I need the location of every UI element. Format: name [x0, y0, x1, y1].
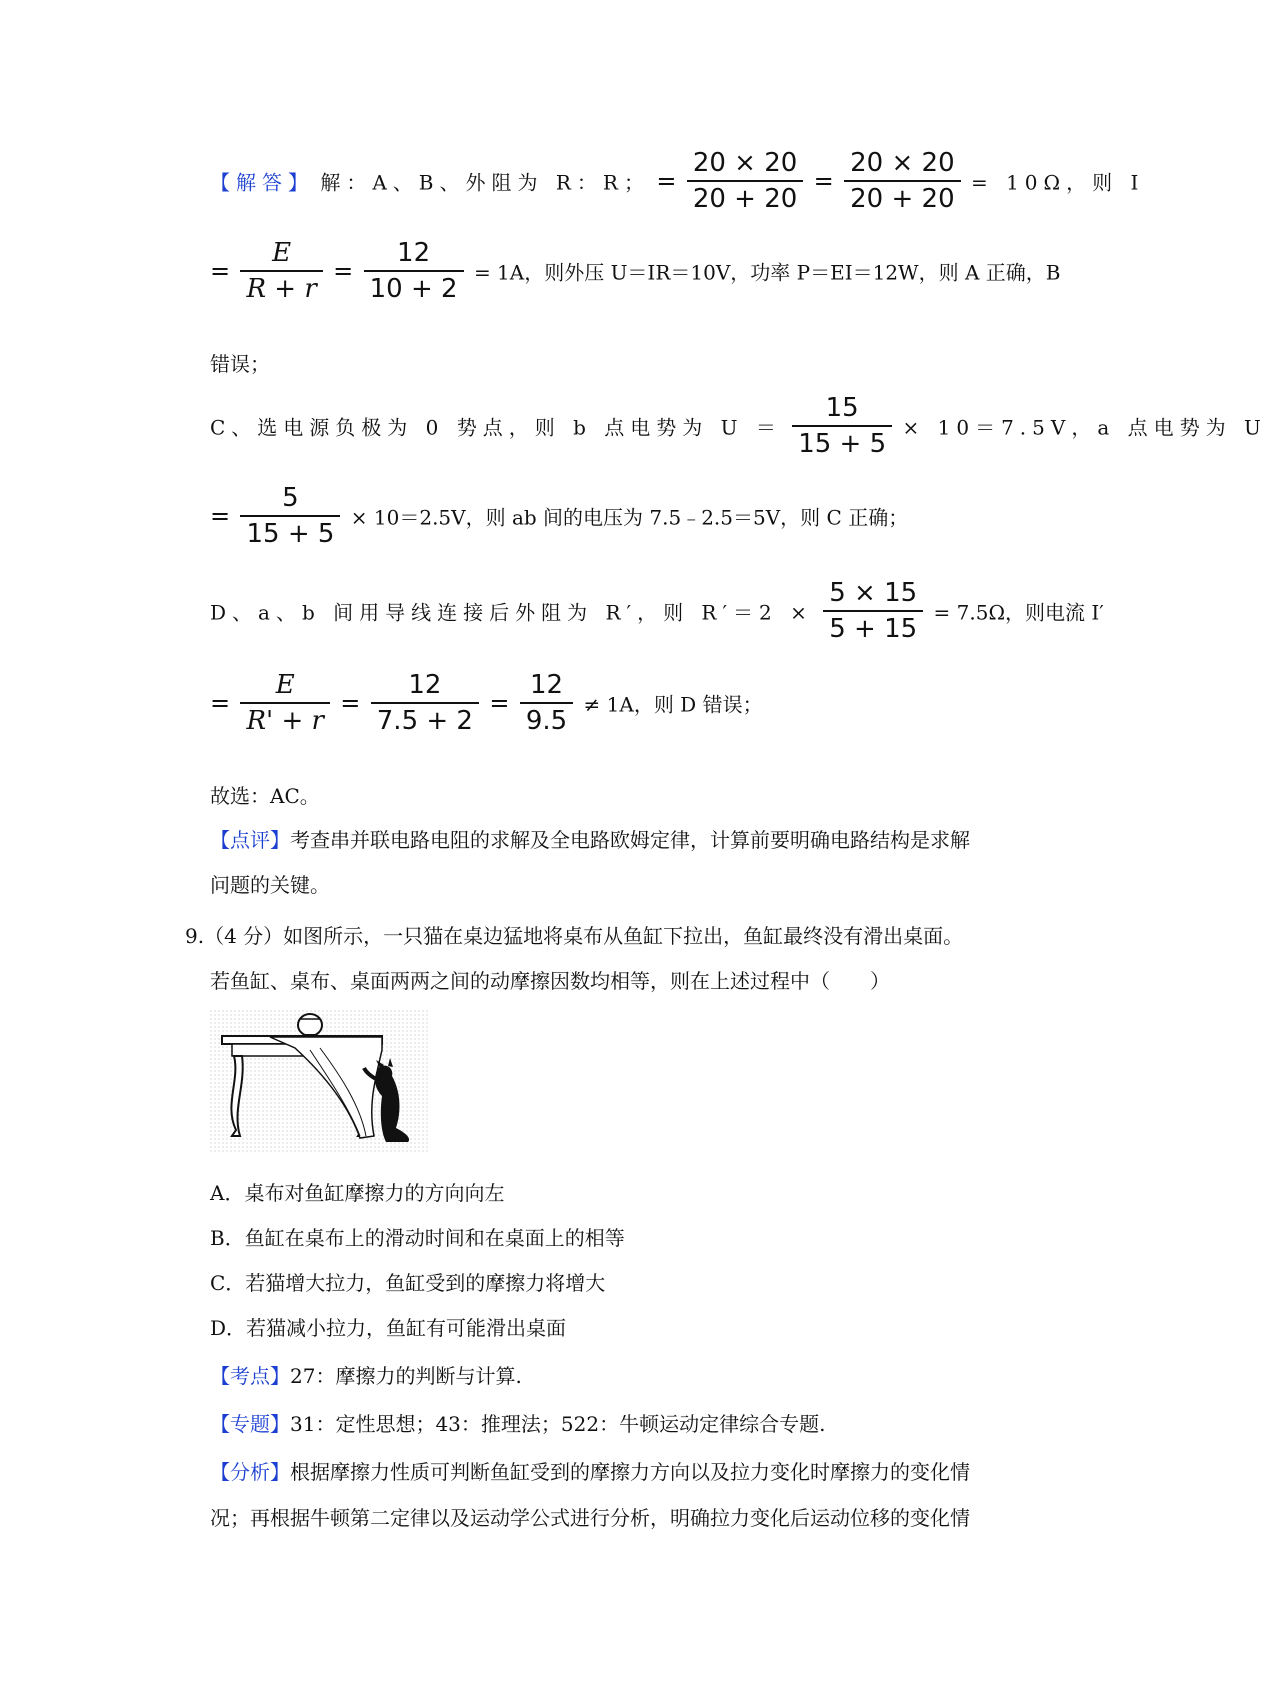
answer-text: = 1A，则外压 U＝IR＝10V，功率 P＝EI＝12W，则 A 正确，B	[473, 260, 1061, 285]
answer-line-5: = $\frac{5}{15 + 5}$ × 10＝2.5V，则 ab 间的电压为 7.5﹣2.5＝5V，则 C 正确；	[210, 483, 909, 549]
zhuanti-tag: 【专题】	[210, 1412, 290, 1436]
option-c: C．若猫增大拉力，鱼缸受到的摩擦力将增大	[210, 1271, 606, 1295]
answer-choice: 故选：AC。	[210, 784, 320, 808]
fenxi-tag: 【分析】	[210, 1460, 290, 1484]
answer-text: = 10Ω，则 I	[970, 170, 1145, 195]
comment-line-1	[210, 824, 970, 853]
answer-line-2: = $\frac{E}{R + r}$ = $\frac{12}{10 + 2}$ = 1A，则外压 U＝IR＝10V，功率 P＝EI＝12W，则 A 正确，B	[210, 238, 1061, 304]
fraction: $\frac{5}{15 + 5}$	[240, 483, 340, 549]
fraction: $\frac{5 \times 15}{5 + 15}$	[823, 578, 923, 644]
answer-text: × 10＝2.5V，则 ab 间的电压为 7.5﹣2.5＝5V，则 C 正确；	[350, 505, 909, 530]
answer-text: ≠ 1A，则 D 错误；	[583, 692, 763, 717]
option-a: A．桌布对鱼缸摩擦力的方向向左	[210, 1181, 505, 1205]
fenxi-line-1	[210, 1456, 970, 1485]
cat-tablecloth-figure	[210, 1010, 428, 1152]
answer-text: × 10＝7.5V，a 点电势为 U	[902, 415, 1267, 440]
fraction: $\frac{E}{R + r}$	[240, 238, 322, 304]
question-line-2: 若鱼缸、桌布、桌面两两之间的动摩擦因数均相等，则在上述过程中（ ）	[210, 969, 890, 993]
comment-line-2: 问题的关键。	[210, 873, 330, 897]
question-number: 9.	[185, 924, 205, 948]
fraction: $\frac{E}{R' + r}$	[240, 670, 329, 736]
fraction: $\frac{12}{7.5 + 2}$	[371, 670, 479, 736]
answer-tag: 【解答】	[210, 170, 314, 195]
fraction: $\frac{20 \times 20}{20 + 20}$	[844, 148, 960, 214]
question-line-1	[185, 920, 963, 949]
answer-line-6	[210, 578, 1104, 644]
fraction: $\frac{12}{9.5}$	[520, 670, 573, 736]
answer-text: 错误；	[210, 352, 270, 376]
kaodian-line	[210, 1360, 522, 1389]
fenxi-text: 根据摩擦力性质可判断鱼缸受到的摩擦力方向以及拉力变化时摩擦力的变化情	[290, 1460, 970, 1484]
question-text: （4 分）如图所示，一只猫在桌边猛地将桌布从鱼缸下拉出，鱼缸最终没有滑出桌面。	[204, 924, 964, 948]
answer-text: 解：A、B、外阻为 R：R；	[320, 170, 650, 195]
answer-line-7: = $\frac{E}{R' + r}$ = $\frac{12}{7.5 + 2}$ = $\frac{12}{9.5}$ ≠ 1A，则 D 错误；	[210, 670, 763, 736]
answer-text: C、选电源负极为 0 势点，则 b 点电势为 U ＝	[210, 415, 782, 440]
zhuanti-line	[210, 1408, 825, 1437]
kaodian-text: 27：摩擦力的判断与计算.	[290, 1364, 522, 1388]
answer-line-1: 【解答】 解：A、B、外阻为 R：R； = $\frac{20 \times 20}{20 + 20}$ = $\frac{20 \times 20}{20 + 20}$ = 10Ω，则 I	[210, 148, 1145, 214]
option-b: B．鱼缸在桌布上的滑动时间和在桌面上的相等	[210, 1226, 625, 1250]
answer-text: D、a、b 间用导线连接后外阻为 R′，则 R′＝2 ×	[210, 600, 813, 625]
fraction: $\frac{12}{10 + 2}$	[364, 238, 464, 304]
answer-text: = 7.5Ω，则电流 I′	[933, 600, 1104, 625]
answer-line-3	[210, 348, 270, 377]
comment-text: 考查串并联电路电阻的求解及全电路欧姆定律，计算前要明确电路结构是求解	[290, 828, 970, 852]
fenxi-line-2: 况；再根据牛顿第二定律以及运动学公式进行分析，明确拉力变化后运动位移的变化情	[210, 1506, 970, 1530]
kaodian-tag: 【考点】	[210, 1364, 290, 1388]
zhuanti-text: 31：定性思想；43：推理法；522：牛顿运动定律综合专题.	[290, 1412, 826, 1436]
option-d: D．若猫减小拉力，鱼缸有可能滑出桌面	[210, 1316, 567, 1340]
comment-tag: 【点评】	[210, 828, 290, 852]
fraction: $\frac{15}{15 + 5}$	[792, 393, 892, 459]
fraction: $\frac{20 \times 20}{20 + 20}$	[687, 148, 803, 214]
answer-line-4	[210, 393, 1267, 459]
